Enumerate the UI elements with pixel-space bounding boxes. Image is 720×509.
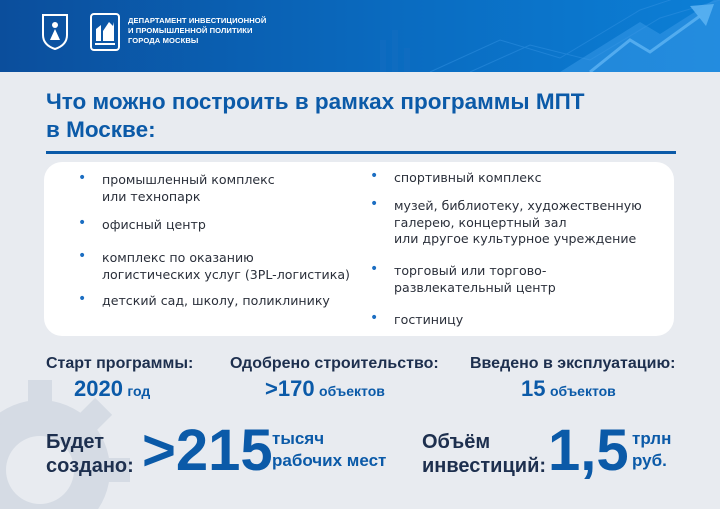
list-item-text: или другое культурное учреждение [394,231,637,246]
list-item-text: спортивный комплекс [394,170,542,185]
bullet-icon: • [370,168,379,184]
list-item [78,250,350,283]
moscow-coat-of-arms-icon [40,13,70,51]
title-underline [46,151,676,154]
investment-unit-line: трлн [632,429,672,448]
list-item-text: детский сад, школу, поликлинику [102,293,330,308]
approved-construction-unit: объектов [319,383,385,399]
bullet-icon: • [370,196,379,212]
list-item [370,198,642,248]
investment-unit-line: руб. [632,451,667,470]
list-item [370,170,542,187]
list-item-text: гостиницу [394,312,464,327]
department-logo-icon [90,13,120,51]
bullet-icon: • [78,170,87,186]
department-name-line: ДЕПАРТАМЕНТ ИНВЕСТИЦИОННОЙ [128,16,267,25]
list-item-text: офисный центр [102,217,206,232]
list-item-text: логистических услуг (3PL-логистика) [102,266,350,282]
jobs-value: >215 [142,418,273,483]
jobs-unit [272,428,386,472]
investment-label-line: Объём [422,431,491,453]
program-start-year: 2020 [74,376,123,401]
commissioned-unit: объектов [549,383,616,399]
list-item-text: промышленный комплекс [102,172,275,187]
department-name [128,16,328,46]
page-title-line: Что можно построить в рамках программы МПТ [46,89,585,114]
list-item-text: развлекательный центр [394,279,556,295]
program-start-label: Старт программы: [46,355,194,372]
jobs-label [46,430,134,478]
commissioned-count: 15 [521,376,546,401]
bullet-icon: • [370,261,379,277]
list-item-text: музей, библиотеку, художественную [394,198,642,213]
investment-value: 1,5 [548,418,629,483]
commissioned-value [521,376,616,402]
page-title [46,88,666,144]
approved-construction-count: >170 [265,376,315,401]
list-item [78,217,206,234]
building-types-card [44,162,674,336]
investment-label [422,430,546,478]
department-name-line: ГОРОДА МОСКВЫ [128,36,199,45]
list-item [370,312,463,329]
approved-construction-label: Одобрено строительство: [230,355,439,372]
list-item-text: галерею, концертный зал [394,214,567,230]
jobs-unit-line: тысяч [272,429,325,448]
list-item-text: торговый или торгово- [394,263,547,278]
page-title-line: в Москве: [46,117,156,142]
bullet-icon: • [78,248,87,264]
commissioned-label: Введено в эксплуатацию: [470,355,676,372]
list-item [78,293,330,310]
jobs-label-line: создано: [46,455,134,477]
bullet-icon: • [78,291,87,307]
program-start-unit: год [127,383,151,399]
list-item [78,172,275,205]
approved-construction-value [265,376,385,402]
investment-label-line: инвестиций: [422,455,547,477]
list-item-text: или технопарк [102,188,201,204]
bullet-icon: • [370,310,379,326]
bullet-icon: • [78,215,87,231]
jobs-label-line: Будет [46,431,105,453]
list-item [370,263,556,296]
jobs-unit-line: рабочих мест [272,451,387,470]
list-item-text: комплекс по оказанию [102,250,254,265]
department-name-line: И ПРОМЫШЛЕННОЙ ПОЛИТИКИ [128,26,253,35]
investment-unit [632,428,671,472]
header-band [0,0,720,72]
